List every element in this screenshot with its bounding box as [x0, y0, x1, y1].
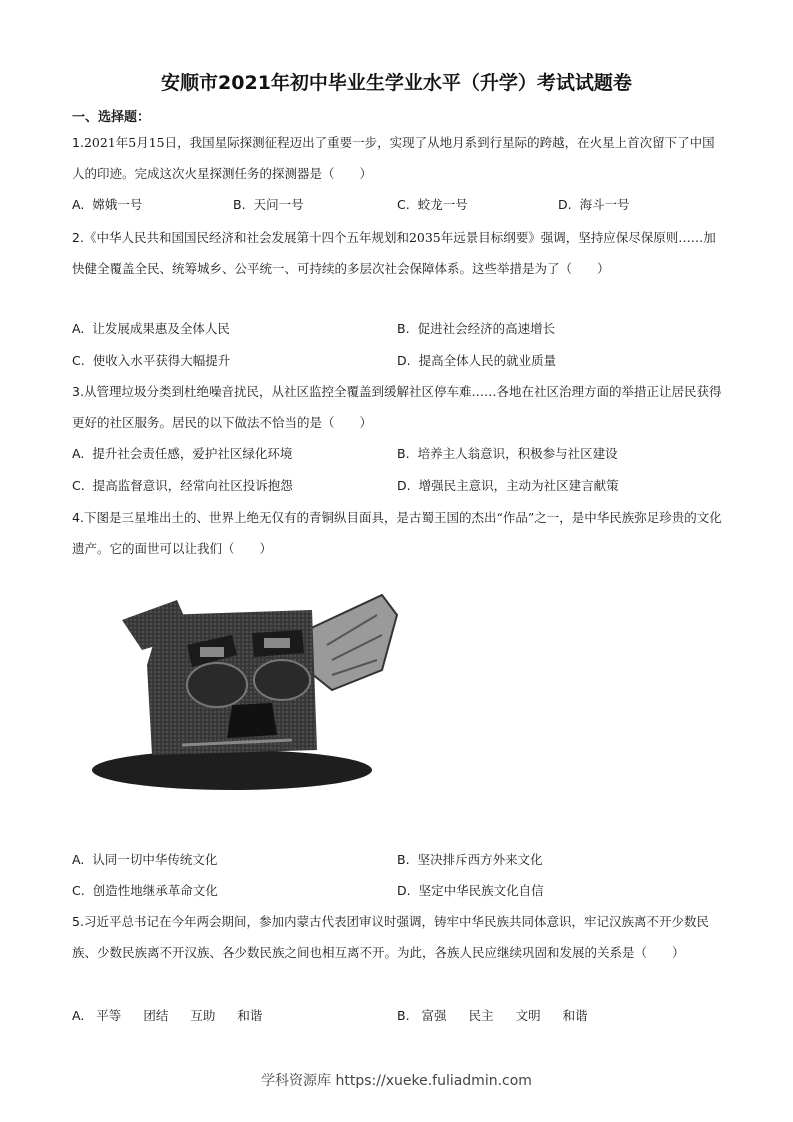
question-text: 2021年5月15日，我国星际探测征程迈出了重要一步，实现了从地月系到行星际的跨越，在火星上首次留下了中国人的印迹。完成这次火星探测任务的探测器是（ ）: [72, 135, 715, 181]
question-1: [72, 127, 724, 189]
option-1c: C. 蛟龙一号: [397, 197, 468, 212]
option-1a: A. 嫦娥一号: [72, 197, 143, 212]
option-4c: C. 创造性地继承革命文化: [72, 883, 218, 898]
section-heading: 一、选择题：: [72, 110, 151, 125]
mask-right-ear: [307, 595, 397, 690]
question-5: 5.习近平总书记在今年两会期间，参加内蒙古代表团审议时强调，铸牢中华民族共同体意识，牢记汉族离不开少数民族、少数民族离不开汉族、各少数民族之间也相互离不开。为此，各族人民应继续巩固和发展的关系是（ ）: [72, 914, 709, 960]
exam-title: 安顺市2021年初中毕业生学业水平（升学）考试试题卷: [161, 72, 632, 94]
option-4d: D. 坚定中华民族文化自信: [397, 883, 544, 898]
question-text: 下图是三星堆出土的、世界上绝无仅有的青铜纵目面具，是古蜀王国的杰出“作品”之一，是中华民族弥足珍贵的文化遗产。它的面世可以让我们（ ）: [72, 510, 722, 556]
question-text: 《中华人民共和国国民经济和社会发展第十四个五年规划和2035年远景目标纲要》强调，坚持应保尽保原则……加快健全覆盖全民、统筹城乡、公平统一、可持续的多层次社会保障体系。这些举措是为了（ ）: [72, 230, 716, 276]
option-3a: A. 提升社会责任感，爱护社区绿化环境: [72, 446, 293, 461]
option-2b: B. 促进社会经济的高速增长: [397, 321, 556, 336]
option-1b: B. 天问一号: [233, 197, 304, 212]
footer-watermark: 学科资源库 https://xueke.fuliadmin.com: [261, 1073, 532, 1089]
option-3b: B. 培养主人翁意识，积极参与社区建设: [397, 446, 618, 461]
question-text: 从管理垃圾分类到杜绝噪音扰民，从社区监控全覆盖到缓解社区停车难……各地在社区治理方面的举措正让居民获得更好的社区服务。居民的以下做法不恰当的是（ ）: [72, 384, 722, 430]
option-2d: D. 提高全体人民的就业质量: [397, 353, 557, 368]
option-2c: C. 使收入水平获得大幅提升: [72, 353, 231, 368]
bronze-mask-image: [82, 575, 402, 795]
question-3: 3.从管理垃圾分类到杜绝噪音扰民，从社区监控全覆盖到缓解社区停车难……各地在社区治理方面的举措正让居民获得更好的社区服务。居民的以下做法不恰当的是（ ）: [72, 384, 722, 430]
question-number: 1.: [72, 135, 84, 150]
mask-base: [92, 750, 372, 790]
option-5a: A. 平等 团结 互助 和谐: [72, 1008, 263, 1023]
question-text: 习近平总书记在今年两会期间，参加内蒙古代表团审议时强调，铸牢中华民族共同体意识，牢记汉族离不开少数民族、少数民族离不开汉族、各少数民族之间也相互离不开。为此，各族人民应继续巩固和发展的关系是（ ）: [72, 914, 709, 960]
option-3c: C. 提高监督意识，经常向社区投诉抱怨: [72, 478, 293, 493]
option-4b: B. 坚决排斥西方外来文化: [397, 852, 543, 867]
option-2a: A. 让发展成果惠及全体人民: [72, 321, 230, 336]
question-2: 2.《中华人民共和国国民经济和社会发展第十四个五年规划和2035年远景目标纲要》强调，坚持应保尽保原则……加快健全覆盖全民、统筹城乡、公平统一、可持续的多层次社会保障体系。这些举措是为了（ ）: [72, 230, 716, 276]
option-3d: D. 增强民主意识，主动为社区建言献策: [397, 478, 619, 493]
option-1d: D. 海斗一号: [558, 197, 630, 212]
option-4a: A. 认同一切中华传统文化: [72, 852, 218, 867]
option-5b: B. 富强 民主 文明 和谐: [397, 1008, 588, 1023]
question-4: 4.下图是三星堆出土的、世界上绝无仅有的青铜纵目面具，是古蜀王国的杰出“作品”之一，是中华民族弥足珍贵的文化遗产。它的面世可以让我们（ ）: [72, 510, 722, 556]
